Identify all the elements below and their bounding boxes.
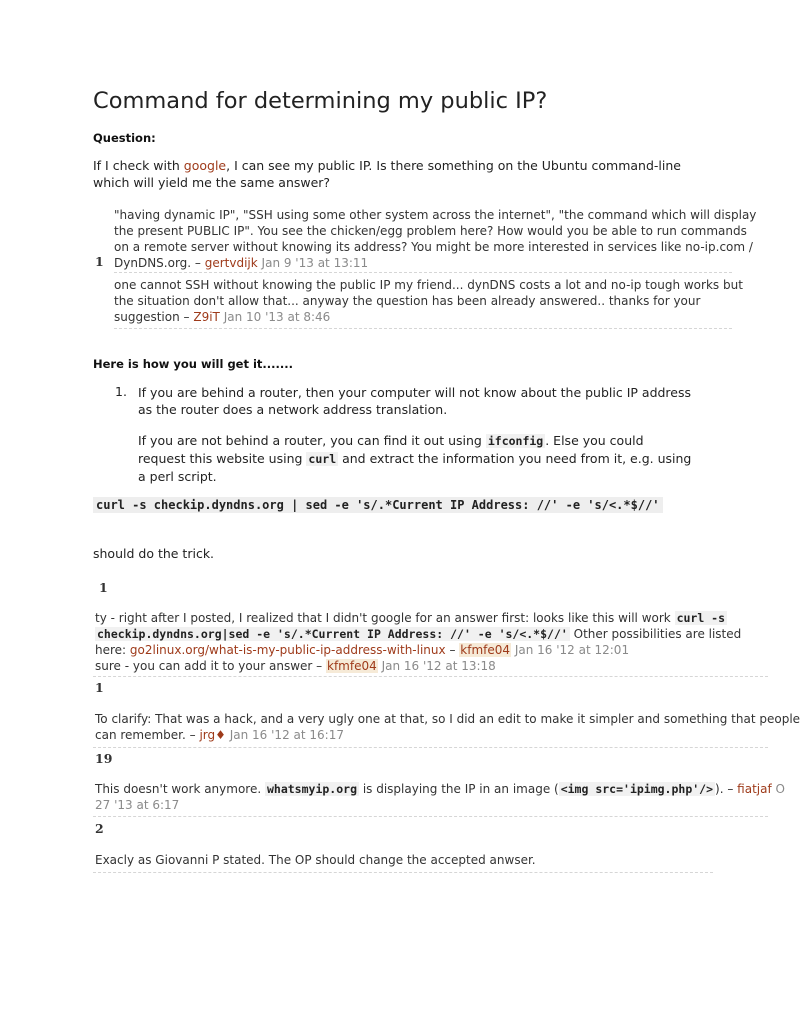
comment-score: 2 [95,821,104,836]
comment-code: whatsmyip.org [266,782,357,796]
comment-date: 27 '13 at 6:17 [95,798,180,812]
answer-text: request this website using [138,451,307,466]
answer-closing: should do the trick. [93,546,215,561]
comment-text: one cannot SSH without knowing the public IP my friend... dynDNS costs a lot and no-ip tough works but [114,278,743,292]
google-link[interactable]: google [183,158,227,173]
comment-text: sure - you can add it to your answer – [95,659,326,673]
answer-list-item [138,384,698,418]
comment-user-link[interactable]: fiatjaf [737,782,772,796]
answer-comment [95,781,785,813]
answer-text: . Else you could [545,433,644,448]
comment-code: checkip.dyndns.org|sed -e 's/.*Current IP Address: //' -e 's/<.*$//' [97,627,568,641]
answer-comment [95,711,800,743]
comment-date: Jan 16 '12 at 13:18 [381,659,496,673]
comment-user-link[interactable]: jrg♦ [199,728,226,742]
comment-divider [93,747,768,748]
comment-text: Other possibilities are listed [569,627,742,641]
answer-score: 1 [99,580,108,595]
question-label: Question: [93,131,156,145]
answer-comment [95,852,775,868]
comment-user-link[interactable]: gertvdijk [204,256,258,270]
comment-divider [93,872,713,873]
comment-user-link[interactable]: kfmfe04 [327,659,377,673]
answer-text: a perl script. [138,469,217,484]
answer-label: Here is how you will get it....... [93,357,293,371]
comment-text: "having dynamic IP", "SSH using some other system across the internet", "the command which will display [114,208,757,222]
comment-text: To clarify: That was a hack, and a very ugly one at that, so I did an edit to make it simpler and something that people [95,712,800,726]
comment-user-link[interactable]: kfmfe04 [460,643,511,657]
page-title: Command for determining my public IP? [93,88,548,114]
curl-code: curl [308,452,337,466]
question-comment [114,207,757,271]
comment-text: suggestion – [114,310,194,324]
comment-score: 19 [95,751,113,766]
answer-comment [95,610,775,674]
comment-text: – [445,643,460,657]
comment-text: This doesn't work anymore. [95,782,265,796]
comment-date: Jan 9 '13 at 13:11 [261,256,369,270]
answer-paragraph [138,432,698,485]
comment-date: O [775,782,785,796]
list-number: 1. [115,384,127,399]
comment-divider [114,272,732,273]
comment-code: <img src='ipimg.php'/> [560,782,714,796]
answer-text: as the router does a network address translation. [138,402,448,417]
question-comment [114,277,743,325]
comment-date: Jan 16 '12 at 12:01 [514,643,630,657]
comment-text: ). – [715,782,738,796]
comment-text: ty - right after I posted, I realized that I didn't google for an answer first: looks like this will work [95,611,675,625]
question-body [93,157,683,191]
go2linux-link[interactable]: go2linux.org/what-is-my-public-ip-address-with-linux [129,643,446,657]
question-text: If I check with [93,158,184,173]
answer-text: If you are behind a router, then your computer will not know about the public IP address [138,385,692,400]
comment-text: DynDNS.org. – [114,256,205,270]
comment-score: 1 [95,680,104,695]
comment-user-link[interactable]: Z9iT [193,310,220,324]
comment-text: Exacly as Giovanni P stated. The OP should change the accepted anwser. [95,853,536,867]
comment-date: Jan 16 '12 at 16:17 [229,728,344,742]
comment-text: on a remote server without knowing its address? You might be more interested in services like no-ip.com / [114,240,753,254]
comment-date: Jan 10 '13 at 8:46 [223,310,331,324]
answer-text: and extract the information you need from it, e.g. using [338,451,692,466]
command-code-block: curl -s checkip.dyndns.org | sed -e 's/.*Current IP Address: //' -e 's/<.*$//' [93,497,663,513]
comment-text: the situation don't allow that... anyway the question has been already answered.. thanks for your [114,294,701,308]
question-text: which will yield me the same answer? [93,175,331,190]
comment-text: the present PUBLIC IP". You see the chicken/egg problem here? How would you be able to run commands [114,224,747,238]
comment-text: here: [95,643,130,657]
comment-divider [93,676,768,677]
ifconfig-code: ifconfig [487,434,544,448]
comment-text: is displaying the IP in an image ( [359,782,559,796]
comment-divider [93,816,768,817]
answer-text: If you are not behind a router, you can find it out using [138,433,486,448]
comment-divider [114,328,732,329]
comment-text: can remember. – [95,728,200,742]
comment-code: curl -s [676,611,726,625]
question-text: , I can see my public IP. Is there something on the Ubuntu command-line [226,158,681,173]
comment-score: 1 [95,254,104,269]
